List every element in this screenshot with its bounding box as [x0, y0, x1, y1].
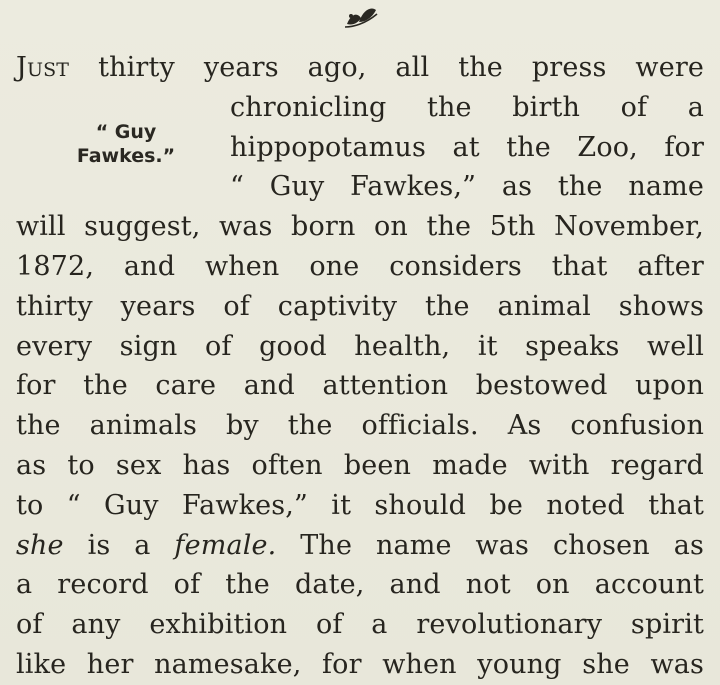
text-fragment: thirty years ago, all the press were [98, 52, 705, 83]
fleuron-icon [343, 4, 379, 30]
text-line: like her namesake, for when young she was [16, 648, 704, 680]
text-line: a record of the date, and not on account [16, 569, 704, 601]
text-line: chronicling the birth of a [230, 91, 704, 123]
text-line: hippopotamus at the Zoo, for [230, 131, 704, 163]
text-line: of any exhibition of a revolutionary spirit [16, 609, 704, 641]
text-fragment: The name was chosen as [276, 529, 704, 561]
drop-word: Just [16, 52, 70, 83]
text-line [16, 526, 704, 566]
marginal-note-line: Fawkes.” [76, 145, 176, 167]
text-line: “ Guy Fawkes,” as the name [230, 171, 704, 203]
marginal-note-line: “ Guy [95, 121, 157, 143]
text-line: to “ Guy Fawkes,” it should be noted that [16, 489, 704, 521]
text-line: the animals by the officials. As confusion [16, 410, 704, 442]
text-line: for the care and attention bestowed upon [16, 370, 704, 402]
text-line: will suggest, was born on the 5th November, [16, 211, 704, 243]
body-text [16, 48, 704, 685]
text-line: 1872, and when one considers that after [16, 250, 704, 282]
italic-word: she [16, 529, 64, 561]
text-line: every sign of good health, it speaks well [16, 330, 704, 362]
text-fragment: is a [63, 529, 175, 561]
italic-word: female. [174, 529, 277, 561]
text-line: as to sex has often been made with regard [16, 449, 704, 481]
text-line [16, 48, 704, 88]
text-line: thirty years of captivity the animal shows [16, 290, 704, 322]
